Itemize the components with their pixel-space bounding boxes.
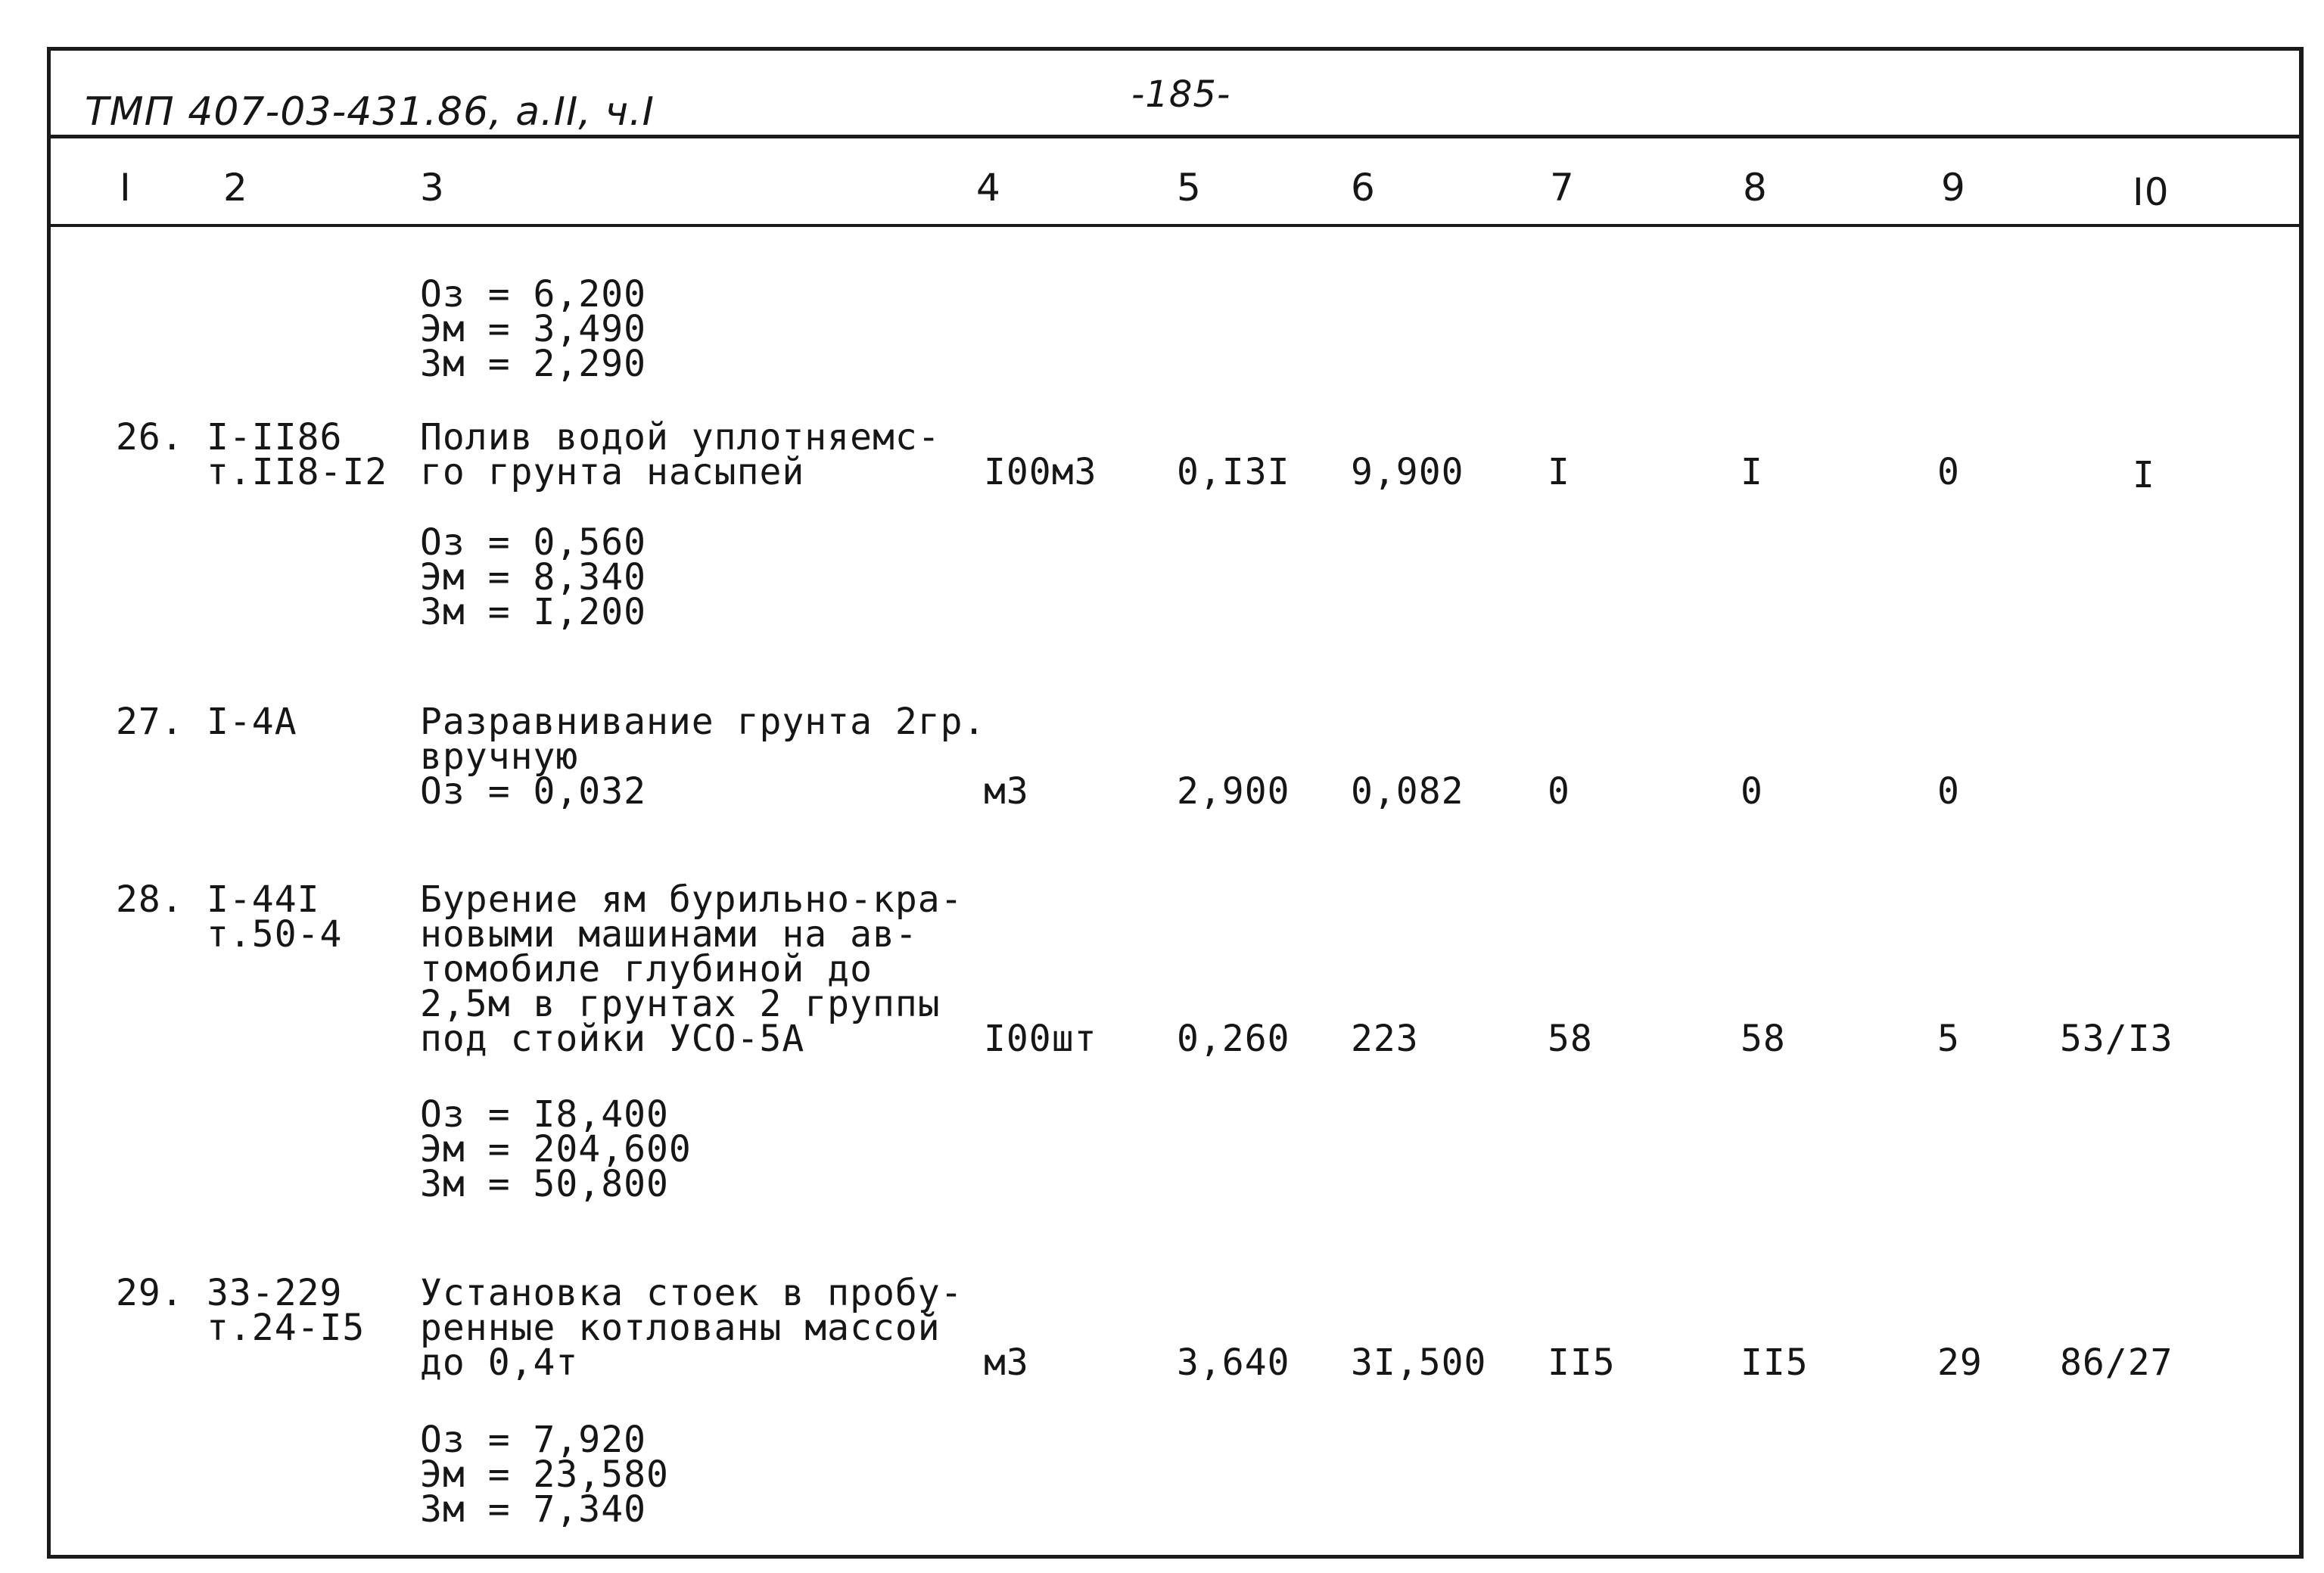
row-28-col6: 223 — [1351, 1018, 1419, 1060]
row-29-col9: 29 — [1937, 1341, 1983, 1384]
row-29-param-em: Эм = 23,580 — [420, 1453, 669, 1496]
row-29-desc-line3: до 0,4т — [420, 1341, 579, 1384]
column-header-8: 8 — [1743, 166, 1768, 210]
row-28-desc-line1: Бурение ям бурильно-кра- — [420, 878, 963, 921]
row-29-code-line2: т.24-I5 — [207, 1307, 366, 1349]
row-28-col10: 53/I3 — [2060, 1018, 2173, 1060]
column-header-6: 6 — [1351, 166, 1376, 210]
row-29-col7: II5 — [1548, 1341, 1616, 1384]
row-27-col9: 0 — [1937, 770, 1960, 813]
row-27-number: 27. — [116, 701, 184, 743]
row-continuation-param-zm: Зм = 2,290 — [420, 343, 646, 385]
page-number: -185- — [1131, 73, 1231, 116]
row-26-desc-line1: Полив водой уплотняемс- — [420, 416, 941, 459]
row-27-param-oz: Оз = 0,032 — [420, 770, 646, 813]
row-28-number: 28. — [116, 878, 184, 921]
row-27-col7: 0 — [1548, 770, 1570, 813]
row-29-number: 29. — [116, 1272, 184, 1314]
row-27-unit: м3 — [984, 770, 1029, 813]
row-29-param-oz: Оз = 7,920 — [420, 1419, 646, 1461]
row-28-param-em: Эм = 204,600 — [420, 1128, 692, 1170]
column-header-4: 4 — [976, 166, 1001, 210]
row-26-col9: 0 — [1937, 451, 1960, 493]
row-29-param-zm: Зм = 7,340 — [420, 1488, 646, 1531]
row-29-col6: 3I,500 — [1351, 1341, 1487, 1384]
row-26-param-zm: Зм = I,200 — [420, 591, 646, 633]
row-26-col10: I — [2133, 454, 2155, 496]
column-header-5: 5 — [1177, 166, 1202, 210]
row-26-param-em: Эм = 8,340 — [420, 556, 646, 598]
row-28-code-line2: т.50-4 — [207, 913, 343, 956]
row-26-code-line2: т.II8-I2 — [207, 451, 388, 493]
row-continuation-param-oz: Оз = 6,200 — [420, 273, 646, 316]
row-26-desc-line2: го грунта насыпей — [420, 451, 805, 493]
header-rule — [47, 135, 2304, 138]
row-26-col8: I — [1741, 451, 1763, 493]
row-27-col8: 0 — [1741, 770, 1763, 813]
column-header-3: 3 — [420, 166, 445, 210]
column-header-2: 2 — [223, 166, 248, 210]
column-header-9: 9 — [1941, 166, 1966, 210]
row-28-col7: 58 — [1548, 1018, 1593, 1060]
row-28-unit: I00шт — [984, 1018, 1097, 1060]
row-27-desc-line2: вручную — [420, 735, 579, 778]
row-26-col6: 9,900 — [1351, 451, 1464, 493]
row-27-code-line1: I-4А — [207, 701, 297, 743]
row-28-desc-line3: томобиле глубиной до — [420, 948, 873, 990]
row-26-param-oz: Оз = 0,560 — [420, 521, 646, 564]
row-29-code-line1: 33-229 — [207, 1272, 343, 1314]
column-header-1: I — [120, 166, 132, 210]
row-26-number: 26. — [116, 416, 184, 459]
row-28-param-zm: Зм = 50,800 — [420, 1163, 669, 1205]
row-29-col8: II5 — [1741, 1341, 1809, 1384]
row-27-quantity: 2,900 — [1177, 770, 1290, 813]
row-29-unit: м3 — [984, 1341, 1029, 1384]
document-code: ТМП 407-03-431.86, а.II, ч.I — [85, 89, 655, 135]
row-27-col6: 0,082 — [1351, 770, 1464, 813]
row-28-col9: 5 — [1937, 1018, 1960, 1060]
row-26-unit: I00м3 — [984, 451, 1097, 493]
row-26-code-line1: I-II86 — [207, 416, 343, 459]
row-29-quantity: 3,640 — [1177, 1341, 1290, 1384]
row-28-param-oz: Оз = I8,400 — [420, 1093, 669, 1136]
document-frame — [47, 47, 2304, 1559]
column-header-rule — [47, 224, 2304, 227]
row-28-desc-line4: 2,5м в грунтах 2 группы — [420, 983, 941, 1025]
row-26-quantity: 0,I3I — [1177, 451, 1290, 493]
row-29-desc-line2: ренные котлованы массой — [420, 1307, 941, 1349]
row-28-code-line1: I-44I — [207, 878, 320, 921]
row-27-desc-line1: Разравнивание грунта 2гр. — [420, 701, 986, 743]
row-28-col8: 58 — [1741, 1018, 1786, 1060]
column-header-7: 7 — [1550, 166, 1575, 210]
row-28-quantity: 0,260 — [1177, 1018, 1290, 1060]
row-29-desc-line1: Установка стоек в пробу- — [420, 1272, 963, 1314]
row-28-desc-line2: новыми машинами на ав- — [420, 913, 918, 956]
row-29-col10: 86/27 — [2060, 1341, 2173, 1384]
row-26-col7: I — [1548, 451, 1570, 493]
row-continuation-param-em: Эм = 3,490 — [420, 308, 646, 350]
column-header-10: I0 — [2133, 170, 2170, 214]
row-28-desc-line5: под стойки УСО-5А — [420, 1018, 805, 1060]
